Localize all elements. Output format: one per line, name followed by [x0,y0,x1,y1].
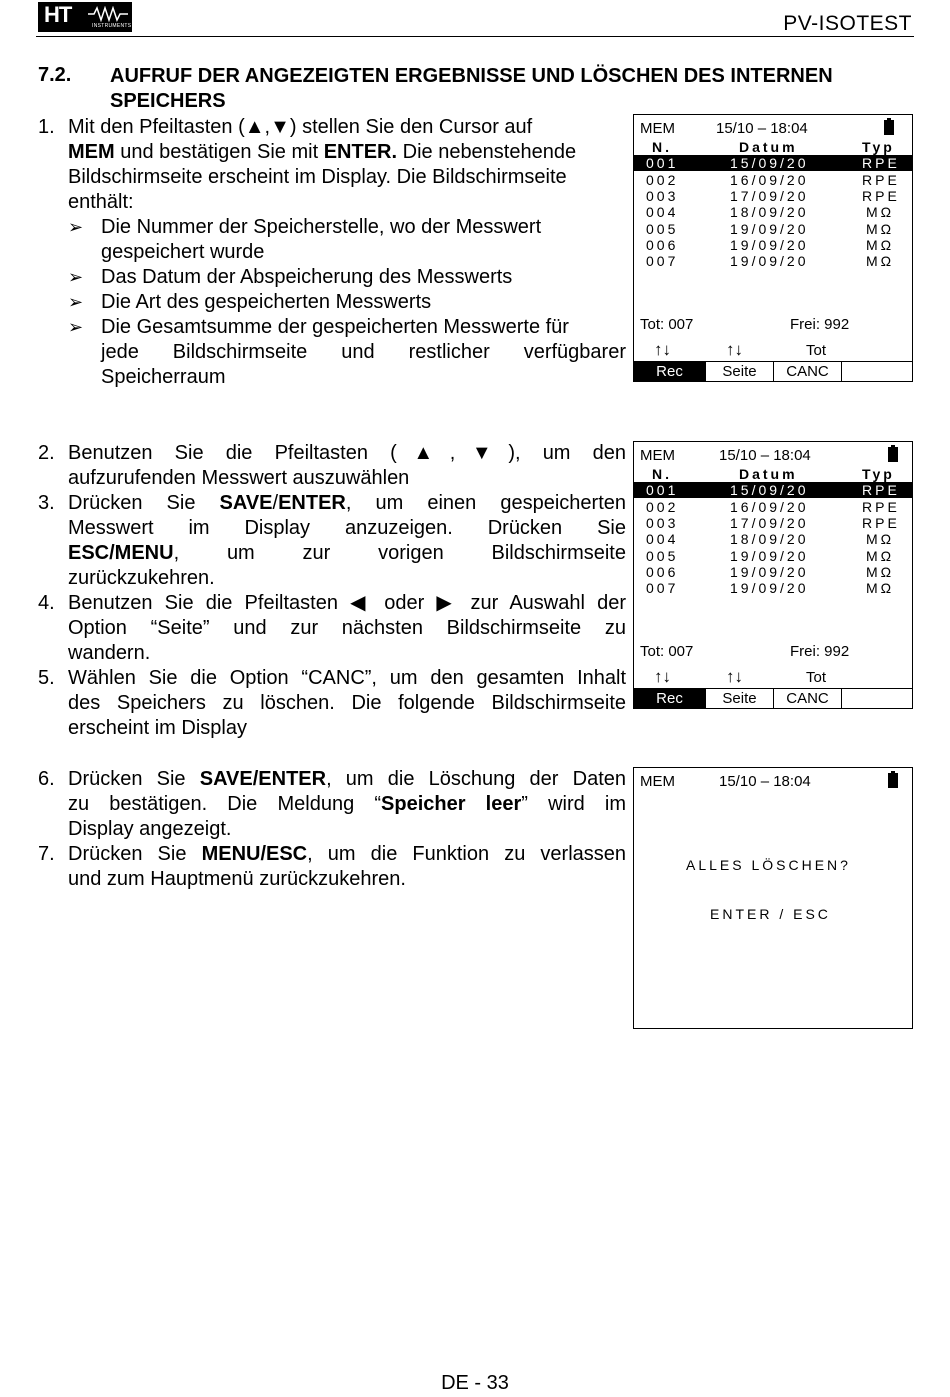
enter-key: ENTER. [323,141,398,163]
step-1-line-4: enthält: [68,191,134,213]
table-row[interactable]: 005 19/09/20 MΩ [646,548,895,564]
step-5-line-1: Wählen Sie die Option “CANC”, um den gesamten Inhalt [68,667,626,689]
step-2-number: 2. [38,442,55,464]
table-header: N. Datum Typ [652,466,895,482]
step-7-number: 7. [38,843,55,865]
step-3-line-4: zurückzukehren. [68,567,215,589]
bullet-arrow-icon: ➢ [68,217,84,237]
table-row[interactable]: 007 19/09/20 MΩ [646,253,895,269]
display-datetime: 15/10 – 18:04 [716,120,808,137]
speicher-leer-message: Speicher leer [381,793,522,815]
free-count: Frei: 992 [790,643,850,660]
step-1-line-2: MEM und bestätigen Sie mit ENTER. Die nebenstehende [68,141,577,163]
page-number: DE - 33 [441,1372,509,1394]
canc-softkey[interactable]: CANC [774,362,842,382]
section-title: AUFRUF DER ANGEZEIGTEN ERGEBNISSE UND LÖSCHEN DES INTERNEN SPEICHERS [110,65,833,112]
document-title: PV-ISOTEST [783,12,912,35]
table-row[interactable]: 005 19/09/20 MΩ [646,221,895,237]
free-count: Frei: 992 [790,316,850,333]
table-row[interactable]: 002 16/09/20 RPE [646,172,900,188]
step-7-line-1: Drücken Sie MENU/ESC, um die Funktion zu verlassen [68,843,627,865]
bullet-4-line-3: Speicherraum [101,366,226,388]
step-4-line-3: wandern. [68,642,151,664]
bullet-4-line-1: Die Gesamtsumme der gespeicherten Messwerte für [101,316,569,338]
ht-logo [38,2,132,32]
section-number: 7.2. [38,64,72,86]
step-5-number: 5. [38,667,55,689]
display-mem-label: MEM [640,773,675,790]
step-6-line-1: Drücken Sie SAVE/ENTER, um die Löschung der Daten [68,768,627,790]
rec-softkey[interactable]: Rec [634,362,706,382]
table-row[interactable]: 007 19/09/20 MΩ [646,580,895,596]
table-header: N. Datum Typ [652,139,895,155]
step-1-number: 1. [38,116,55,138]
battery-icon [884,120,894,135]
delete-all-prompt: ALLES LÖSCHEN? [686,857,851,873]
total-count: Tot: 007 [640,643,694,660]
battery-icon [888,447,898,462]
esc-menu-key: ESC/MENU [68,542,174,564]
rec-softkey[interactable]: Rec [634,689,706,709]
up-down-arrow-icon: ↑↓ [654,667,671,686]
bullet-4-line-2: jede Bildschirmseite und restlicher verfügbarer [101,341,626,363]
table-row-selected[interactable]: 001 15/09/20 RPE [634,482,912,498]
up-down-arrow-icon: ↑↓ [726,340,743,359]
table-row[interactable]: 006 19/09/20 MΩ [646,237,895,253]
step-2-line-2: aufzurufenden Messwert auszuwählen [68,467,410,489]
step-6-number: 6. [38,768,55,790]
table-row-selected[interactable]: 001 15/09/20 RPE [634,155,912,171]
enter-esc-prompt[interactable]: ENTER / ESC [710,906,831,922]
table-row[interactable]: 003 17/09/20 RPE [646,188,900,204]
step-5-line-2: des Speichers zu löschen. Die folgende Bildschirmseite [68,692,626,714]
total-count: Tot: 007 [640,316,694,333]
step-2-line-1: Benutzen Sie die Pfeiltasten (▲,▼), um den [68,442,626,464]
table-row[interactable]: 002 16/09/20 RPE [646,499,900,515]
bullet-3: Die Art des gespeicherten Messwerts [101,291,432,313]
table-row[interactable]: 004 18/09/20 MΩ [646,204,895,220]
table-row[interactable]: 003 17/09/20 RPE [646,515,900,531]
save-key: SAVE [219,492,273,514]
step-3-line-2: Messwert im Display anzuzeigen. Drücken Sie [68,517,626,539]
up-down-arrow-icon: ↑↓ [654,340,671,359]
step-4-line-2: Option “Seite” und zur nächsten Bildschirmseite zu [68,617,626,639]
seite-softkey[interactable]: Seite [706,362,774,382]
display-delete-confirm [633,767,913,1029]
logo-text: HT [44,2,72,27]
bullet-1-line-2: gespeichert wurde [101,241,265,263]
bullet-arrow-icon: ➢ [68,317,84,337]
header-divider [36,36,914,37]
bullet-arrow-icon: ➢ [68,292,84,312]
enter-key: ENTER [278,492,346,514]
step-6-line-2: zu bestätigen. Die Meldung “Speicher leer” wird im [68,793,627,815]
display-memory-list-1 [633,114,913,382]
softkey-row [634,688,912,709]
step-6-line-3: Display angezeigt. [68,818,232,840]
display-datetime: 15/10 – 18:04 [719,773,811,790]
menu-esc-key: MENU/ESC [201,843,308,865]
bullet-1-line-1: Die Nummer der Speicherstelle, wo der Messwert [101,216,542,238]
mem-key: MEM [68,141,115,163]
bullet-2: Das Datum der Abspeicherung des Messwerts [101,266,513,288]
step-7-line-2: und zum Hauptmenü zurückzukehren. [68,868,406,890]
tot-label: Tot [806,342,827,359]
display-datetime: 15/10 – 18:04 [719,447,811,464]
step-4-number: 4. [38,592,55,614]
display-mem-label: MEM [640,447,675,464]
step-1-line-3: Bildschirmseite erscheint im Display. Die Bildschirmseite [68,166,567,188]
seite-softkey[interactable]: Seite [706,689,774,709]
logo-subtext: INSTRUMENTS [92,23,132,29]
table-row[interactable]: 006 19/09/20 MΩ [646,564,895,580]
display-mem-label: MEM [640,120,675,137]
step-3-line-1: Drücken Sie SAVE/ENTER, um einen gespeicherten [68,492,627,514]
canc-softkey[interactable]: CANC [774,689,842,709]
step-3-line-3: ESC/MENU, um zur vorigen Bildschirmseite [68,542,626,564]
softkey-row [634,361,912,382]
step-4-line-1: Benutzen Sie die Pfeiltasten ◀ oder ▶ zur Auswahl der [68,592,626,614]
step-5-line-3: erscheint im Display [68,717,247,739]
table-row[interactable]: 004 18/09/20 MΩ [646,531,895,547]
waveform-icon [88,6,128,22]
battery-icon [888,773,898,788]
step-3-number: 3. [38,492,55,514]
step-1-line-1: Mit den Pfeiltasten (▲,▼) stellen Sie den Cursor auf [68,116,533,138]
display-memory-list-2 [633,441,913,709]
bullet-arrow-icon: ➢ [68,267,84,287]
tot-label: Tot [806,669,827,686]
up-down-arrow-icon: ↑↓ [726,667,743,686]
save-enter-key: SAVE/ENTER [199,768,327,790]
